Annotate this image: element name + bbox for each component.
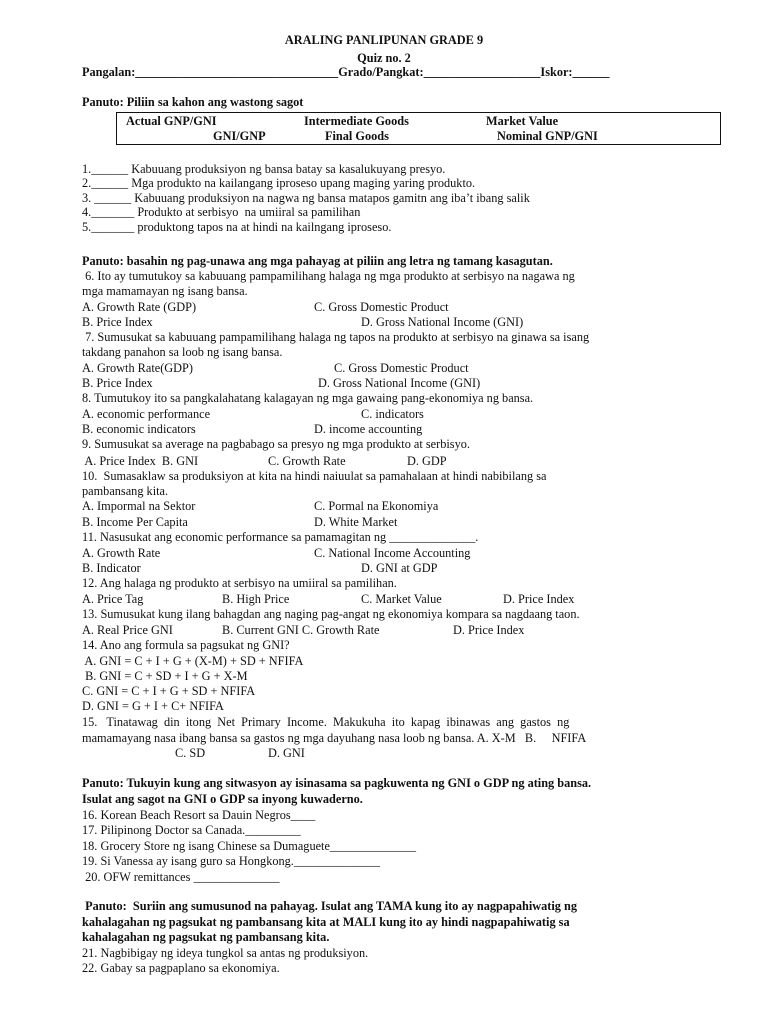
q6-text-line2: mga mamamayan ng isang bansa. [82,284,248,298]
q9-option-ab: A. Price Index B. GNI [82,454,199,468]
q7-text-line1: 7. Sumusukat sa kabuuang pampamilihang halaga ng tapos na produkto at serbisyo na ginawa sa isang [82,330,590,344]
q13-text: 13. Sumusukat kung ilang bahagdan ang naging pag-angat ng ekonomiya kompara sa nagdaang taon. [82,607,580,621]
choice-final-goods: Final Goods [325,129,389,143]
q11-option-d: D. GNI at GDP [361,561,438,575]
q12-option-b: B. High Price [222,592,290,606]
question-2: 2.______ Mga produkto na kailangang iproseso upang maging yaring produkto. [82,176,476,190]
question-20: 20. OFW remittances ______________ [82,870,280,884]
q8-text: 8. Tumutukoy ito sa pangkalahatang kalagayan ng mga gawaing pang-ekonomiya ng bansa. [82,391,534,405]
question-19: 19. Si Vanessa ay isang guro sa Hongkong.______________ [82,854,380,868]
question-4: 4._______ Produkto at serbisyo na umiiral sa pamilihan [82,205,361,219]
choice-actual-gnp: Actual GNP/GNI [126,114,217,128]
q7-option-b: B. Price Index [82,376,153,390]
q6-option-b: B. Price Index [82,315,153,329]
q14-option-d: D. GNI = G + I + C+ NFIFA [82,699,224,713]
q10-option-b: B. Income Per Capita [82,515,188,529]
q11-text: 11. Nasusukat ang economic performance sa pamamagitan ng ______________. [82,530,479,544]
choice-intermediate-goods: Intermediate Goods [304,114,409,128]
q10-option-c: C. Pormal na Ekonomiya [314,499,439,513]
q7-text-line2: takdang panahon sa loob ng isang bansa. [82,345,283,359]
q12-option-c: C. Market Value [361,592,442,606]
q9-option-c: C. Growth Rate [268,454,346,468]
q8-option-a: A. economic performance [82,407,211,421]
q14-option-a: A. GNI = C + I + G + (X-M) + SD + NFIFA [82,654,304,668]
q7-option-d: D. Gross National Income (GNI) [318,376,481,390]
q8-option-d: D. income accounting [314,422,423,436]
section4-instruction-line1: Panuto: Suriin ang sumusunod na pahayag. Isulat ang TAMA kung ito ay nagpapahiwatig ng [82,899,577,913]
section4-instruction-line2: kahalagahan ng pagsukat ng pambansang kita at MALI kung ito ay hindi nagpapahiwatig sa [82,915,570,929]
question-16: 16. Korean Beach Resort sa Dauin Negros____ [82,808,316,822]
question-3: 3. ______ Kabuuang produksiyon na nagwa ng bansa matapos gamitn ang iba’t ibang salik [82,191,530,205]
q13-option-d: D. Price Index [453,623,525,637]
q6-text-line1: 6. Ito ay tumutukoy sa kabuuang pampamilihang halaga ng mga produkto at serbisyo na nagawa ng [82,269,575,283]
q14-option-c: C. GNI = C + I + G + SD + NFIFA [82,684,256,698]
q11-option-c: C. National Income Accounting [314,546,471,560]
question-21: 21. Nagbibigay ng ideya tungkol sa antas ng produksiyon. [82,946,369,960]
question-5: 5._______ produktong tapos na at hindi na kailngang iproseso. [82,220,392,234]
section3-instruction-line1: Panuto: Tukuyin kung ang sitwasyon ay isinasama sa pagkuwenta ng GNI o GDP ng ating bansa. [82,776,592,790]
q15-text-line1: 15. Tinatawag din itong Net Primary Income. Makukuha ito kapag ibinawas ang gastos ng [82,715,570,729]
q7-option-c: C. Gross Domestic Product [334,361,469,375]
q9-option-d: D. GDP [407,454,447,468]
q14-option-b: B. GNI = C + SD + I + G + X-M [82,669,248,683]
section1-instruction: Panuto: Piliin sa kahon ang wastong sagot [82,95,304,109]
q15-text-line2: mamamayang nasa ibang bansa sa gastos ng mga dayuhang nasa loob ng bansa. A. X-M B. NFIFA [82,731,587,745]
section3-instruction-line2: Isulat ang sagot na GNI o GDP sa inyong kuwaderno. [82,792,363,806]
choice-market-value: Market Value [486,114,559,128]
choice-nominal-gnp: Nominal GNP/GNI [497,129,598,143]
q12-text: 12. Ang halaga ng produkto at serbisyo na umiiral sa pamilihan. [82,576,397,590]
q11-option-b: B. Indicator [82,561,141,575]
q6-option-a: A. Growth Rate (GDP) [82,300,197,314]
quiz-number: Quiz no. 2 [357,51,411,65]
q6-option-c: C. Gross Domestic Product [314,300,449,314]
choice-gni-gnp: GNI/GNP [213,129,266,143]
q10-text-line2: pambansang kita. [82,484,169,498]
q8-option-c: C. indicators [361,407,424,421]
q6-option-d: D. Gross National Income (GNI) [361,315,524,329]
q12-option-d: D. Price Index [503,592,575,606]
q10-text-line1: 10. Sumasaklaw sa produksiyon at kita na hindi naiuulat sa pamahalaan at hindi nabibilang sa [82,469,547,483]
q12-option-a: A. Price Tag [82,592,144,606]
document-title: ARALING PANLIPUNAN GRADE 9 [284,33,484,47]
q11-option-a: A. Growth Rate [82,546,161,560]
q10-option-d: D. White Market [314,515,398,529]
q15-option-d: D. GNI [268,746,305,760]
q7-option-a: A. Growth Rate(GDP) [82,361,193,375]
q13-option-a: A. Real Price GNI [82,623,173,637]
question-17: 17. Pilipinong Doctor sa Canada._________ [82,823,301,837]
q10-option-a: A. Impormal na Sektor [82,499,196,513]
section4-instruction-line3: kahalagahan ng pagsukat ng pambansang kita. [82,930,330,944]
section2-instruction: Panuto: basahin ng pag-unawa ang mga pahayag at piliin ang letra ng tamang kasagutan. [82,254,553,268]
q8-option-b: B. economic indicators [82,422,196,436]
q9-text: 9. Sumusukat sa average na pagbabago sa presyo ng mga produkto at serbisyo. [82,437,470,451]
question-18: 18. Grocery Store ng isang Chinese sa Dumaguete______________ [82,839,417,853]
question-1: 1.______ Kabuuang produksiyon ng bansa batay sa kasalukuyang presyo. [82,162,446,176]
q15-option-c: C. SD [175,746,206,760]
student-info-line: Pangalan:_________________________________Grado/Pangkat:___________________Iskor:______ [82,65,610,79]
q14-text: 14. Ano ang formula sa pagsukat ng GNI? [82,638,290,652]
question-22: 22. Gabay sa pagpaplano sa ekonomiya. [82,961,280,975]
q13-option-bc: B. Current GNI C. Growth Rate [222,623,380,637]
